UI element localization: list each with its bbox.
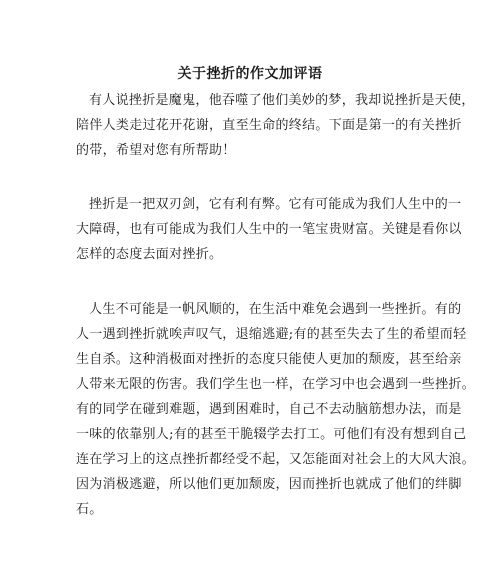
paragraph-1 [76,88,475,163]
paragraph-2 [76,192,462,267]
paragraph-line: 石。 [76,502,103,517]
paragraph-line: 因为消极逃避，所以他们更加颓废，因而挫折也就成了他们的绊脚 [76,477,462,492]
paragraph-line: 一味的依靠别人;有的甚至干脆辍学去打工。可他们有没有想到自己 [76,427,467,442]
paragraph-line: 的带，希望对您有所帮助！ [76,143,236,158]
paragraph-line: 陪伴人类走过花开花谢，直至生命的终结。下面是第一的有关挫折 [76,118,462,133]
paragraph-line: 连在学习上的这点挫折都经受不起，又怎能面对社会上的大风大浪。 [76,452,476,467]
paragraph-line: 挫折是一把双刃剑，它有利有弊。它有可能成为我们人生中的一 [89,197,462,212]
paragraph-line: 人带来无限的伤害。我们学生也一样，在学习中也会遇到一些挫折。 [76,377,476,392]
paragraph-line: 人一遇到挫折就唉声叹气，退缩逃避;有的甚至失去了生的希望而轻 [76,327,467,342]
paragraph-line: 有的同学在碰到难题，遇到困难时，自己不去动脑筋想办法，而是 [76,402,462,417]
document-title: 关于挫折的作文加评语 [177,66,323,82]
paragraph-3 [76,297,476,522]
paragraph-line: 生自杀。这种消极面对挫折的态度只能使人更加的颓废，甚至给亲 [76,352,462,367]
paragraph-line: 人生不可能是一帆风顺的，在生活中难免会遇到一些挫折。有的 [89,302,462,317]
paragraph-line: 有人说挫折是魔鬼，他吞噬了他们美妙的梦，我却说挫折是天使， [89,93,475,108]
paragraph-line: 怎样的态度去面对挫折。 [76,247,223,262]
paragraph-line: 大障碍，也有可能成为我们人生中的一笔宝贵财富。关键是看你以 [76,222,462,237]
